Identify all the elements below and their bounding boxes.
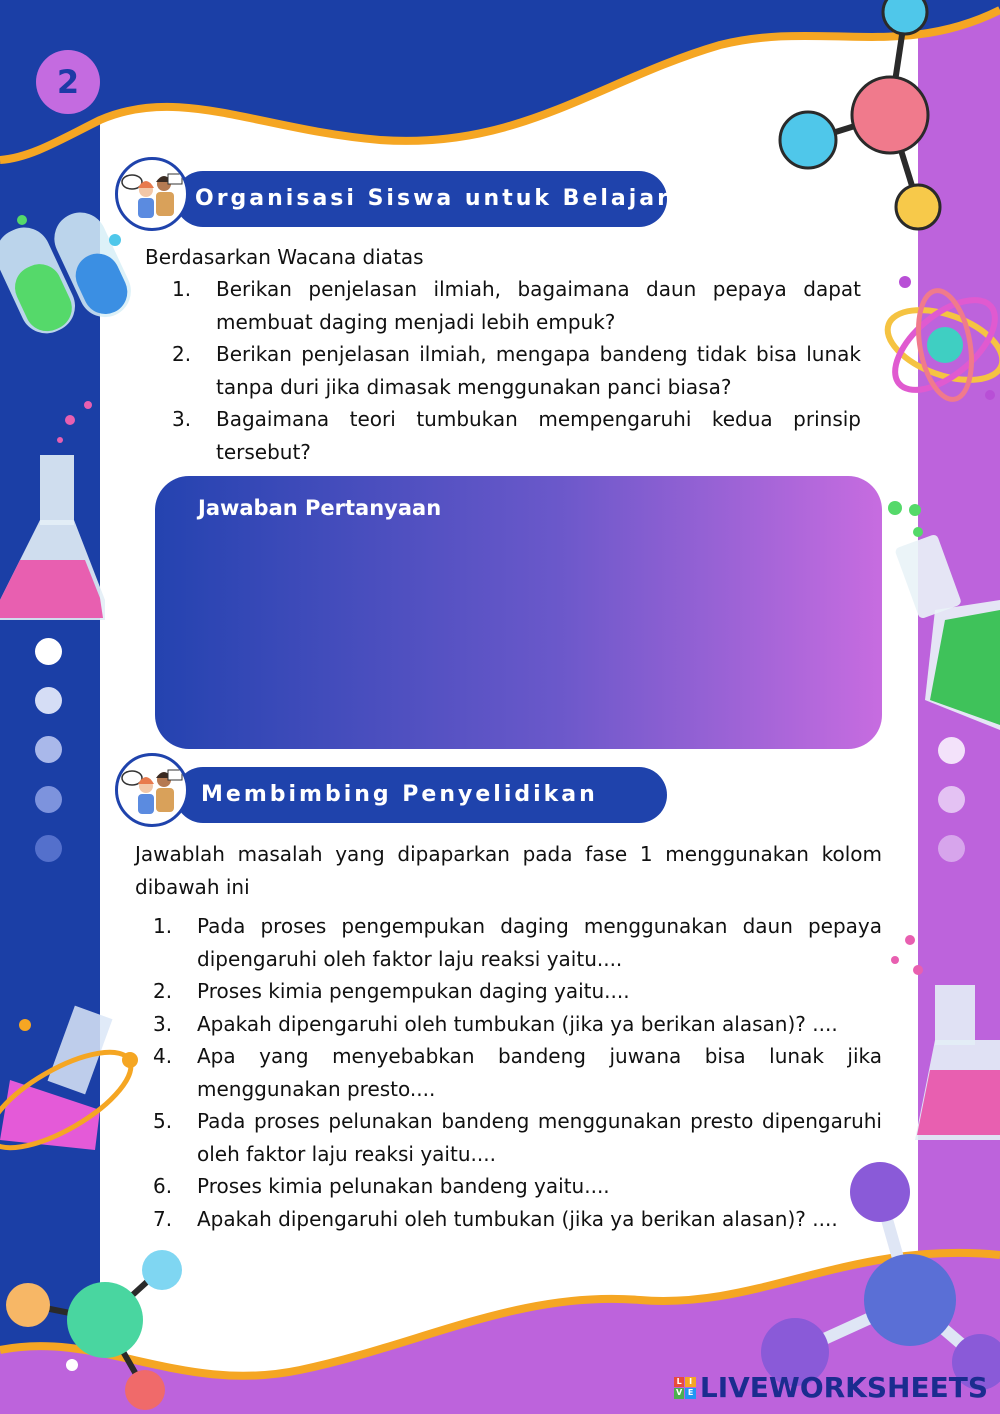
question-item: 6. Proses kimia pelunakan bandeng yaitu.... bbox=[153, 1174, 610, 1198]
liveworksheets-text: LIVEWORKSHEETS bbox=[699, 1371, 988, 1404]
atom-right-icon bbox=[878, 276, 1000, 407]
question-item: 7. Apakah dipengaruhi oleh tumbukan (jika ya berikan alasan)? .... bbox=[153, 1206, 838, 1231]
question-item: 3. Apakah dipengaruhi oleh tumbukan (jika ya berikan alasan)? .... bbox=[153, 1011, 838, 1036]
question-item: 2. Proses kimia pengempukan daging yaitu.... bbox=[153, 979, 630, 1003]
question-text: Berikan penjelasan ilmiah, bagaimana daun pepaya dapat membuat daging menjadi lebih empuk? bbox=[216, 277, 861, 334]
decor-dot bbox=[35, 687, 62, 714]
top-wave bbox=[0, 0, 1000, 160]
question-item: 1. Pada proses pengempukan daging menggunakan daun pepaya dipengaruhi oleh faktor laju reaksi yaitu.... bbox=[153, 914, 882, 971]
question-item: 1. Berikan penjelasan ilmiah, bagaimana daun pepaya dapat membuat daging menjadi lebih empuk? bbox=[172, 277, 861, 334]
students-avatar-icon bbox=[115, 157, 189, 231]
question-item: 5. Pada proses pelunakan bandeng menggunakan presto dipengaruhi oleh faktor laju reaksi yaitu.... bbox=[153, 1109, 882, 1166]
answer-box-label: Jawaban Pertanyaan bbox=[198, 496, 442, 520]
students-avatar-icon bbox=[115, 753, 189, 827]
question-text: Apakah dipengaruhi oleh tumbukan (jika ya berikan alasan)? .... bbox=[197, 1206, 838, 1231]
section-header-membimbing bbox=[115, 753, 675, 825]
section2-question-list bbox=[153, 910, 882, 1235]
question-text: Apa yang menyebabkan bandeng juwana bisa lunak jika menggunakan presto.... bbox=[197, 1044, 882, 1101]
section1-question-list bbox=[172, 273, 861, 468]
question-text: Berikan penjelasan ilmiah, mengapa bandeng tidak bisa lunak tanpa duri jika dimasak menggunakan panci biasa? bbox=[216, 342, 861, 399]
decor-dot bbox=[35, 835, 62, 862]
answer-box[interactable] bbox=[155, 476, 882, 749]
flask-right-pink-icon bbox=[891, 935, 1000, 1140]
section-title: Membimbing Penyelidikan bbox=[201, 782, 598, 807]
question-text: Proses kimia pengempukan daging yaitu.... bbox=[197, 979, 630, 1003]
section1-intro: Berdasarkan Wacana diatas bbox=[145, 245, 424, 269]
question-text: Proses kimia pelunakan bandeng yaitu.... bbox=[197, 1174, 610, 1198]
decor-dot bbox=[35, 638, 62, 665]
question-text: Apakah dipengaruhi oleh tumbukan (jika ya berikan alasan)? .... bbox=[197, 1011, 838, 1036]
decor-dot bbox=[35, 786, 62, 813]
flask-bottom-left-icon bbox=[0, 1006, 144, 1166]
liveworksheets-logo-icon: L I V E bbox=[674, 1377, 696, 1399]
question-text: Bagaimana teori tumbukan mempengaruhi kedua prinsip tersebut? bbox=[216, 407, 861, 464]
question-text: Pada proses pelunakan bandeng menggunakan presto dipengaruhi oleh faktor laju reaksi yaitu.... bbox=[197, 1109, 882, 1166]
flask-left-icon bbox=[0, 401, 105, 620]
decor-dot bbox=[938, 835, 965, 862]
page-number-badge: 2 bbox=[36, 50, 100, 114]
section-title: Organisasi Siswa untuk Belajar bbox=[195, 186, 671, 211]
decor-dot bbox=[938, 786, 965, 813]
flask-right-green-icon bbox=[888, 501, 1000, 730]
liveworksheets-brand[interactable] bbox=[674, 1371, 988, 1404]
question-item: 3. Bagaimana teori tumbukan mempengaruhi kedua prinsip tersebut? bbox=[172, 407, 861, 464]
decor-dot bbox=[938, 737, 965, 764]
section2-intro: Jawablah masalah yang dipaparkan pada fase 1 menggunakan kolom dibawah ini bbox=[135, 842, 882, 899]
question-item: 2. Berikan penjelasan ilmiah, mengapa bandeng tidak bisa lunak tanpa duri jika dimasak menggunakan panci biasa? bbox=[172, 342, 861, 399]
question-text: Pada proses pengempukan daging menggunakan daun pepaya dipengaruhi oleh faktor laju reaksi yaitu.... bbox=[197, 914, 882, 971]
decor-dot bbox=[35, 736, 62, 763]
section-header-organisasi bbox=[115, 157, 675, 229]
question-item: 4. Apa yang menyebabkan bandeng juwana bisa lunak jika menggunakan presto.... bbox=[153, 1044, 882, 1101]
